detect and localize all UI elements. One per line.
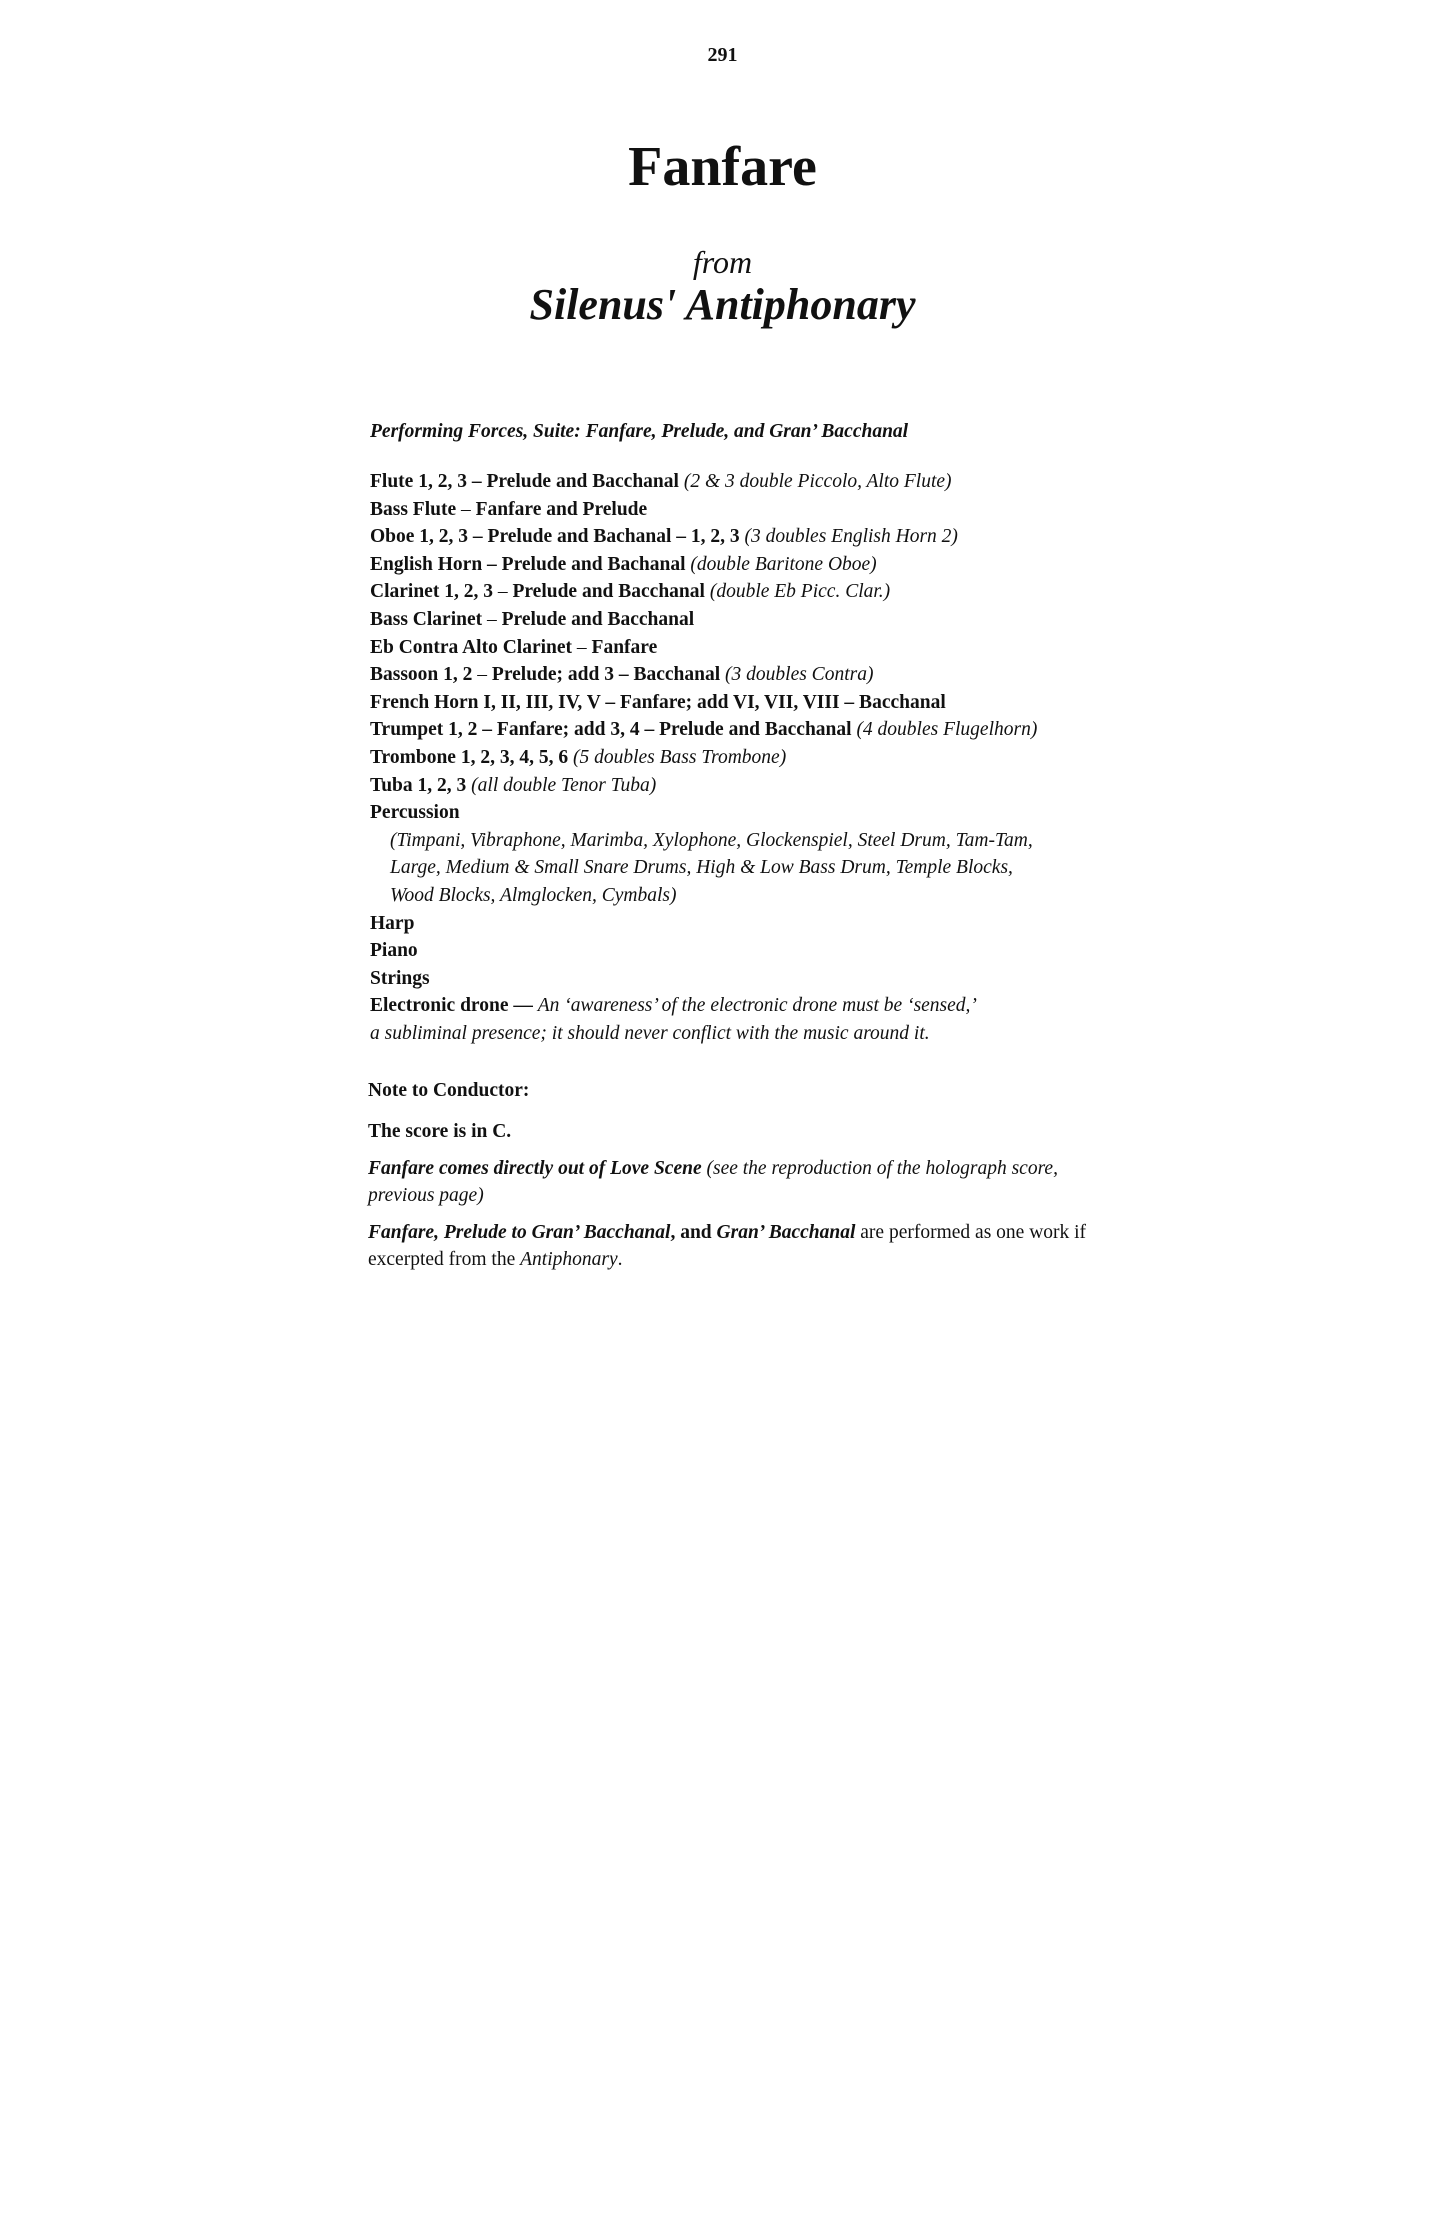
instrument-sections: Prelude; add 3 – Bacchanal	[491, 664, 721, 686]
instrument-name: Bass Clarinet	[370, 608, 483, 630]
instrument-name: Tuba 1, 2, 3	[370, 774, 467, 796]
percussion-detail-line-1: (Timpani, Vibraphone, Marimba, Xylophone, Glockenspiel, Steel Drum, Tam-Tam,	[390, 829, 1033, 851]
instrument-name: Percussion	[370, 802, 460, 824]
instrument-electronic-drone	[370, 992, 1130, 1020]
performing-forces	[370, 418, 1130, 1047]
instrument-name: French Horn I, II, III, IV, V – Fanfare; add VI, VII, VIII – Bacchanal	[370, 691, 946, 713]
love-scene-rest: (see the reproduction of the holograph score, previous page)	[368, 1158, 1058, 1206]
drone-description-line-1: An ‘awareness’ of the electronic drone must be ‘sensed,’	[537, 995, 977, 1017]
instrument-french-horn	[370, 689, 1130, 717]
notes-heading: Note to Conductor:	[368, 1080, 530, 1101]
instrument-note: (double Baritone Oboe)	[690, 553, 877, 575]
instrument-note: (3 doubles Contra)	[725, 664, 874, 686]
from-label: from	[692, 244, 753, 280]
performance-bacchanal: Gran’ Bacchanal	[716, 1222, 856, 1243]
instrument-trombone	[370, 744, 1130, 772]
instrument-separator: –	[482, 608, 502, 630]
instrument-clarinet	[370, 578, 1130, 606]
instrument-note: (double Eb Picc. Clar.)	[709, 581, 891, 603]
page-number: 291	[707, 44, 738, 66]
performance-text: are performed as one work if excerpted from the	[368, 1222, 1087, 1270]
performance-and: , and	[670, 1222, 717, 1243]
instrument-separator: –	[456, 498, 476, 520]
instrument-flute	[370, 468, 1130, 496]
instrument-oboe	[370, 523, 1130, 551]
instrument-strings: Strings	[370, 967, 430, 989]
instrument-name: Bass Flute	[370, 498, 457, 520]
instrument-name: Eb Contra Alto Clarinet	[370, 636, 573, 658]
instrument-sections: Prelude and Bacchanal	[501, 608, 695, 630]
conductor-notes	[368, 1077, 1128, 1283]
love-scene-bold: Fanfare comes directly out of Love Scene	[368, 1158, 702, 1179]
percussion-detail-line-3: Wood Blocks, Almglocken, Cymbals)	[390, 884, 677, 906]
percussion-detail-line-2: Large, Medium & Small Snare Drums, High & Low Bass Drum, Temple Blocks,	[390, 857, 1013, 879]
page-title: Fanfare	[628, 136, 817, 198]
instrument-separator: –	[492, 581, 513, 603]
performance-period: .	[617, 1249, 623, 1270]
instrument-bass-flute	[370, 496, 1130, 524]
instrument-english-horn	[370, 551, 1130, 579]
instrument-note: (2 & 3 double Piccolo, Alto Flute)	[683, 471, 952, 492]
score-in-c-note: The score is in C.	[368, 1121, 512, 1142]
love-scene-note	[368, 1155, 1128, 1209]
instrument-sections: Fanfare and Prelude	[475, 498, 648, 520]
instrument-name: English Horn – Prelude and Bachanal	[370, 553, 686, 575]
forces-heading: Performing Forces, Suite: Fanfare, Prelude, and Gran’ Bacchanal	[370, 421, 909, 442]
instrument-piano: Piano	[370, 940, 418, 962]
instrument-contra-alto-clarinet	[370, 634, 1130, 662]
performance-antiphonary: Antiphonary	[520, 1249, 618, 1270]
instrument-sections: Fanfare	[591, 636, 658, 658]
instrument-separator: –	[572, 636, 592, 658]
instrument-note: (all double Tenor Tuba)	[471, 774, 657, 796]
instrument-sections: Prelude and Bacchanal	[512, 581, 705, 603]
instrument-harp: Harp	[370, 912, 415, 934]
instrument-trumpet	[370, 716, 1130, 744]
drone-description-line-2: a subliminal presence; it should never conflict with the music around it.	[370, 1022, 930, 1044]
instrument-bassoon	[370, 661, 1130, 689]
instrument-name: Oboe 1, 2, 3 – Prelude and Bachanal – 1, 2, 3	[370, 526, 740, 548]
instrument-note: (4 doubles Flugelhorn)	[856, 719, 1038, 741]
instrument-name: Electronic drone —	[370, 995, 533, 1017]
instrument-separator: –	[472, 664, 492, 686]
instrument-name: Clarinet 1, 2, 3	[370, 581, 493, 603]
instrument-note: (3 doubles English Horn 2)	[744, 526, 958, 548]
instrument-percussion	[370, 799, 1130, 827]
performance-works: Fanfare, Prelude to Gran’ Bacchanal	[368, 1222, 671, 1243]
page-subtitle: Silenus' Antiphonary	[529, 280, 916, 329]
instrument-note: (5 doubles Bass Trombone)	[572, 746, 787, 768]
instrument-name: Bassoon 1, 2	[370, 664, 473, 686]
instrument-tuba	[370, 772, 1130, 800]
instrument-name: Flute 1, 2, 3 – Prelude and Bacchanal	[370, 471, 679, 492]
performance-note	[368, 1219, 1128, 1273]
instrument-name: Trumpet 1, 2 – Fanfare; add 3, 4 – Prelude and Bacchanal	[370, 719, 852, 741]
instrument-name: Trombone 1, 2, 3, 4, 5, 6	[370, 746, 569, 768]
instrument-bass-clarinet	[370, 606, 1130, 634]
